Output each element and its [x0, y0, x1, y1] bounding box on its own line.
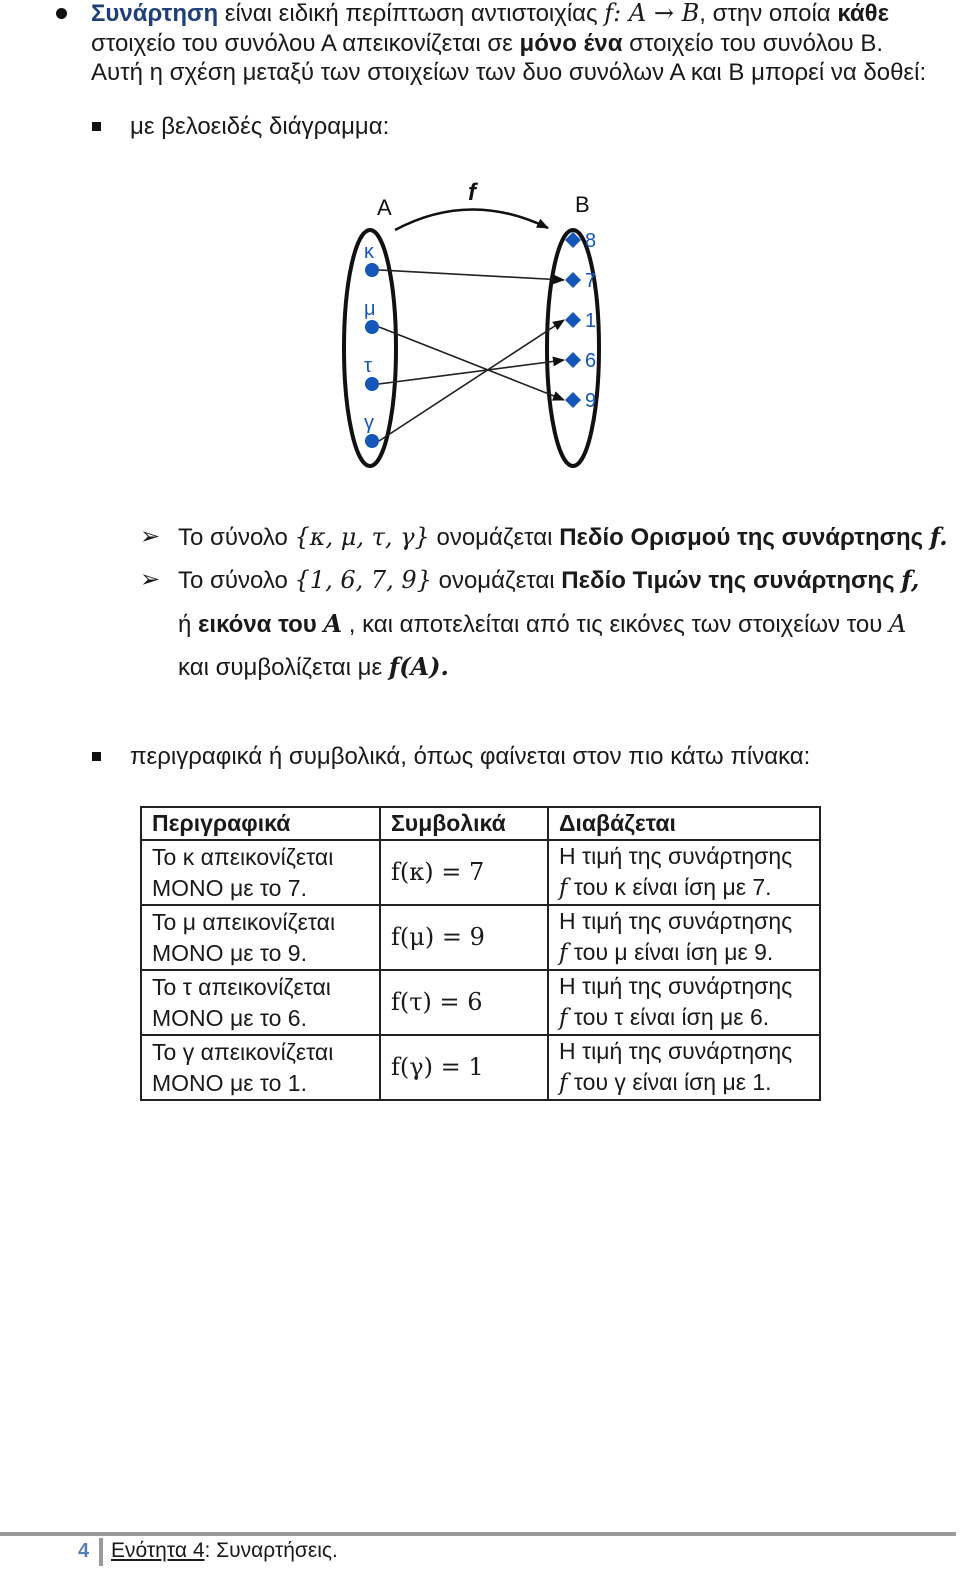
arrow-diagram [320, 170, 640, 480]
domain-statement: Το σύνολο {κ, μ, τ, γ} ονομάζεται Πεδίο Ορισμού της συνάρτησης f. [178, 522, 948, 551]
range-point-label: 8 [585, 230, 597, 252]
domain-point [365, 434, 379, 448]
table-header-row [141, 807, 820, 840]
domain-point [365, 320, 379, 334]
method-table: περιγραφικά ή συμβολικά, όπως φαίνεται στον πιο κάτω πίνακα: [130, 743, 811, 770]
footer-divider [99, 1538, 103, 1566]
intro-line-3: Αυτή η σχέση μεταξύ των στοιχείων των δυο συνόλων Α και Β μπορεί να δοθεί: [91, 59, 927, 86]
cell-reads: Η τιμή της συνάρτησης f του μ είναι ίση με 9. [548, 905, 820, 970]
bullet-square [92, 752, 101, 761]
domain-point [365, 377, 379, 391]
footer-rule [0, 1532, 956, 1536]
mapping-arrow [379, 270, 564, 280]
bullet-dot [56, 8, 67, 19]
table-row [141, 905, 820, 970]
domain-point-label: μ [364, 298, 376, 320]
footer-title: Ενότητα 4: Συναρτήσεις. [111, 1539, 338, 1562]
function-table [140, 806, 821, 1101]
cell-symbolic: f(κ) = 7 [380, 840, 548, 905]
header-reads: Διαβάζεται [548, 807, 820, 840]
range-statement-line-1: Το σύνολο {1, 6, 7, 9} ονομάζεται Πεδίο Τιμών της συνάρτησης f, [178, 565, 920, 594]
domain-point [365, 263, 379, 277]
cell-reads: Η τιμή της συνάρτησης f του κ είναι ίση με 7. [548, 840, 820, 905]
function-label: f [468, 179, 476, 206]
cell-descriptive: Το γ απεικονίζεται ΜΟΝΟ με το 1. [141, 1035, 380, 1100]
cell-reads: Η τιμή της συνάρτησης f του γ είναι ίση με 1. [548, 1035, 820, 1100]
range-point [565, 312, 581, 328]
footer-unit-link[interactable]: Ενότητα 4 [111, 1539, 205, 1562]
range-point-label: 6 [585, 350, 597, 372]
function-arc [395, 209, 548, 230]
cell-descriptive: Το τ απεικονίζεται ΜΟΝΟ με το 6. [141, 970, 380, 1035]
range-point-label: 7 [585, 270, 597, 292]
intro-line-1: Συνάρτηση είναι ειδική περίπτωση αντιστοιχίας f: A → B, στην οποία κάθε [91, 0, 890, 27]
range-point [565, 392, 581, 408]
header-symbolic: Συμβολικά [380, 807, 548, 840]
range-point [565, 352, 581, 368]
table-row [141, 1035, 820, 1100]
cell-symbolic: f(μ) = 9 [380, 905, 548, 970]
domain-point-label: γ [364, 412, 374, 434]
cell-symbolic: f(γ) = 1 [380, 1035, 548, 1100]
cell-descriptive: Το μ απεικονίζεται ΜΟΝΟ με το 9. [141, 905, 380, 970]
range-point-label: 9 [585, 390, 597, 412]
header-descriptive: Περιγραφικά [141, 807, 380, 840]
cell-descriptive: Το κ απεικονίζεται ΜΟΝΟ με το 7. [141, 840, 380, 905]
set-b-oval [547, 230, 599, 466]
range-statement-line-2: ή εικόνα του A , και αποτελείται από τις εικόνες των στοιχείων του A [178, 609, 907, 638]
point-arrow-icon: ➢ [140, 523, 161, 550]
bullet-square [92, 122, 101, 131]
page-number: 4 [78, 1540, 90, 1562]
set-a-label: Α [377, 195, 392, 220]
range-point [565, 272, 581, 288]
cell-symbolic: f(τ) = 6 [380, 970, 548, 1035]
intro-line-2: στοιχείο του συνόλου Α απεικονίζεται σε μόνο ένα στοιχείο του συνόλου Β. [91, 30, 883, 57]
cell-reads: Η τιμή της συνάρτησης f του τ είναι ίση με 6. [548, 970, 820, 1035]
table-row [141, 970, 820, 1035]
table-row [141, 840, 820, 905]
method-arrow-diagram: με βελοειδές διάγραμμα: [130, 113, 390, 140]
range-point-label: 1 [585, 310, 597, 332]
range-statement-line-3: και συμβολίζεται με f(A). [178, 652, 449, 681]
domain-point-label: τ [364, 355, 372, 377]
domain-point-label: κ [364, 241, 374, 263]
point-arrow-icon: ➢ [140, 566, 161, 593]
set-b-label: Β [575, 192, 590, 217]
